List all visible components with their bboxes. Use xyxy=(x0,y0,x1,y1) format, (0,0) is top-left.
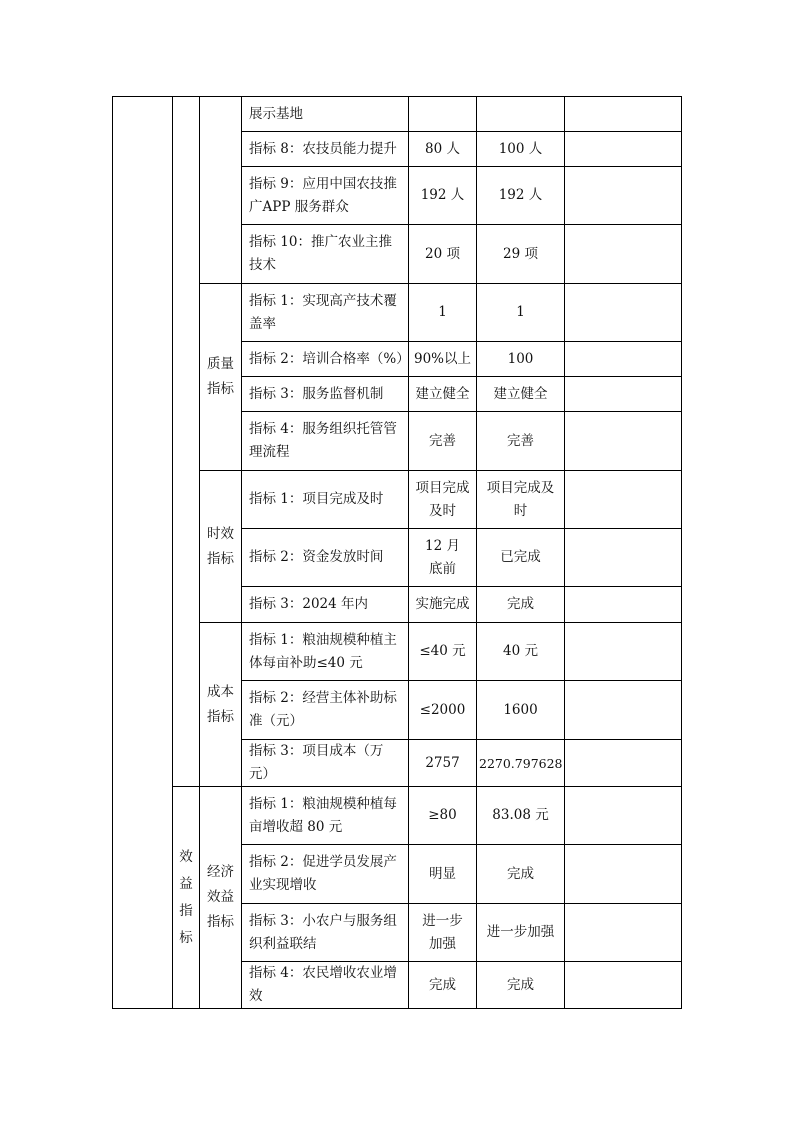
remark-cell xyxy=(565,284,682,342)
indicator-name: 指标 3：项目成本（万元） xyxy=(242,740,409,787)
indicator-name: 指标 1：粮油规模种植主体每亩补助≤40 元 xyxy=(242,623,409,681)
actual-value: 1600 xyxy=(477,681,565,740)
actual-value: 已完成 xyxy=(477,529,565,587)
indicator-name: 指标 1：项目完成及时 xyxy=(242,471,409,529)
table-row xyxy=(113,97,682,132)
quantity-category-cell xyxy=(200,97,242,284)
target-value: 实施完成 xyxy=(409,587,477,623)
actual-value: 完成 xyxy=(477,587,565,623)
target-value: 完善 xyxy=(409,412,477,471)
remark-cell xyxy=(565,740,682,787)
target-value: 2757 xyxy=(409,740,477,787)
target-value: 1 xyxy=(409,284,477,342)
indicator-name: 指标 10：推广农业主推技术 xyxy=(242,225,409,284)
cost-category-label: 成本指标 xyxy=(200,623,242,787)
indicator-name: 指标 8：农技员能力提升 xyxy=(242,132,409,167)
remark-cell xyxy=(565,471,682,529)
benefit-category-label xyxy=(173,787,200,1009)
target-value: 进一步加强 xyxy=(409,904,477,962)
level2-cell-blank xyxy=(173,97,200,787)
target-value: 20 项 xyxy=(409,225,477,284)
target-value: 建立健全 xyxy=(409,377,477,412)
indicator-name: 指标 3：服务监督机制 xyxy=(242,377,409,412)
target-value: 80 人 xyxy=(409,132,477,167)
indicator-name: 展示基地 xyxy=(242,97,409,132)
actual-value: 2270.797628 xyxy=(477,740,565,787)
actual-value: 100 xyxy=(477,342,565,377)
indicator-name: 指标 2：经营主体补助标准（元） xyxy=(242,681,409,740)
economic-category-label: 经济效益指标 xyxy=(200,787,242,1009)
target-value: 完成 xyxy=(409,962,477,1009)
indicator-name: 指标 3：2024 年内 xyxy=(242,587,409,623)
table-row xyxy=(113,787,682,845)
remark-cell xyxy=(565,377,682,412)
actual-value: 完成 xyxy=(477,962,565,1009)
actual-value: 进一步加强 xyxy=(477,904,565,962)
actual-value: 1 xyxy=(477,284,565,342)
remark-cell xyxy=(565,167,682,225)
timeliness-category-label: 时效指标 xyxy=(200,471,242,623)
actual-value: 100 人 xyxy=(477,132,565,167)
indicator-name: 指标 3：小农户与服务组织利益联结 xyxy=(242,904,409,962)
remark-cell xyxy=(565,623,682,681)
actual-value: 83.08 元 xyxy=(477,787,565,845)
indicator-name: 指标 2：培训合格率（%） xyxy=(242,342,409,377)
target-value: ≥80 xyxy=(409,787,477,845)
actual-value xyxy=(477,97,565,132)
target-value: 项目完成及时 xyxy=(409,471,477,529)
actual-value: 29 项 xyxy=(477,225,565,284)
indicator-name: 指标 4：服务组织托管管理流程 xyxy=(242,412,409,471)
target-value: 192 人 xyxy=(409,167,477,225)
indicator-name: 指标 4：农民增收农业增效 xyxy=(242,962,409,1009)
actual-value: 192 人 xyxy=(477,167,565,225)
remark-cell xyxy=(565,962,682,1009)
benefit-char: 标 xyxy=(179,929,193,946)
actual-value: 40 元 xyxy=(477,623,565,681)
indicator-name: 指标 1：粮油规模种植每亩增收超 80 元 xyxy=(242,787,409,845)
actual-value: 完善 xyxy=(477,412,565,471)
remark-cell xyxy=(565,342,682,377)
actual-value: 项目完成及时 xyxy=(477,471,565,529)
target-value: 12 月底前 xyxy=(409,529,477,587)
benefit-char: 益 xyxy=(179,875,193,892)
benefit-char: 效 xyxy=(179,848,193,865)
remark-cell xyxy=(565,225,682,284)
performance-indicator-table xyxy=(112,96,682,1009)
remark-cell xyxy=(565,529,682,587)
target-value: ≤40 元 xyxy=(409,623,477,681)
target-value xyxy=(409,97,477,132)
quality-category-label: 质量指标 xyxy=(200,284,242,471)
remark-cell xyxy=(565,97,682,132)
target-value: ≤2000 xyxy=(409,681,477,740)
actual-value: 建立健全 xyxy=(477,377,565,412)
remark-cell xyxy=(565,412,682,471)
indicator-name: 指标 2：促进学员发展产业实现增收 xyxy=(242,845,409,904)
indicator-name: 指标 2：资金发放时间 xyxy=(242,529,409,587)
indicator-name: 指标 9：应用中国农技推广APP 服务群众 xyxy=(242,167,409,225)
indicator-name: 指标 1：实现高产技术覆盖率 xyxy=(242,284,409,342)
level1-cell-blank xyxy=(113,97,173,1009)
remark-cell xyxy=(565,132,682,167)
remark-cell xyxy=(565,904,682,962)
actual-value: 完成 xyxy=(477,845,565,904)
target-value: 90%以上 xyxy=(409,342,477,377)
remark-cell xyxy=(565,681,682,740)
remark-cell xyxy=(565,845,682,904)
remark-cell xyxy=(565,787,682,845)
benefit-char: 指 xyxy=(179,902,193,919)
target-value: 明显 xyxy=(409,845,477,904)
remark-cell xyxy=(565,587,682,623)
